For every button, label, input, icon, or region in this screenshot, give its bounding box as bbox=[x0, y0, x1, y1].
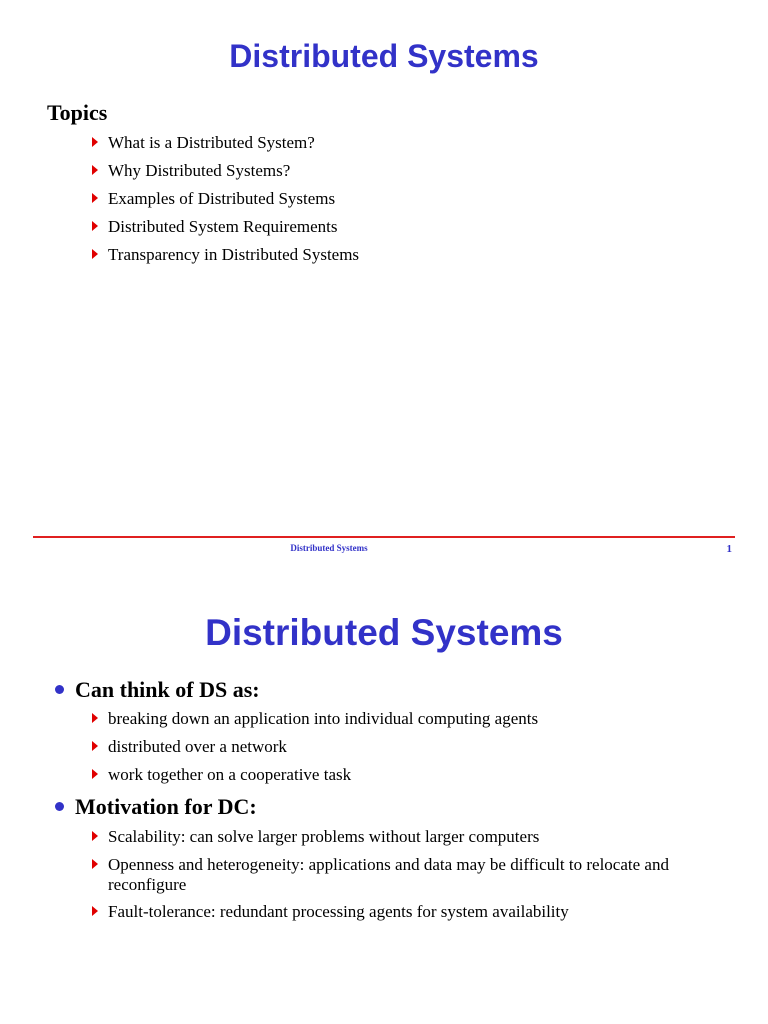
list-item-text: Fault-tolerance: redundant processing agents for system availability bbox=[108, 902, 569, 921]
list-item bbox=[90, 737, 538, 765]
section-heading bbox=[53, 677, 260, 703]
section-heading-text: Motivation for DC: bbox=[75, 794, 257, 819]
list-item-text: Distributed System Requirements bbox=[108, 217, 338, 236]
list-item bbox=[90, 161, 359, 189]
arrow-bullet-icon bbox=[92, 769, 98, 779]
arrow-bullet-icon bbox=[92, 741, 98, 751]
list-item-text: Examples of Distributed Systems bbox=[108, 189, 336, 208]
list-item-text: Transparency in Distributed Systems bbox=[108, 245, 360, 264]
section-think-of-ds bbox=[53, 677, 260, 703]
list-item bbox=[90, 827, 730, 847]
list-item-text: Openness and heterogeneity: applications and data may be difficult to relocate and reconfigure bbox=[108, 855, 669, 894]
section-heading bbox=[53, 794, 257, 820]
section-motivation bbox=[53, 794, 257, 820]
page-number: 1 bbox=[726, 543, 732, 555]
section-heading-text: Can think of DS as: bbox=[75, 677, 260, 702]
footer-title: Distributed Systems bbox=[290, 543, 368, 553]
slide2-title: Distributed Systems bbox=[205, 612, 563, 653]
motivation-list bbox=[90, 827, 730, 930]
slide1-title: Distributed Systems bbox=[229, 38, 539, 74]
arrow-bullet-icon bbox=[92, 859, 98, 869]
list-item bbox=[90, 709, 538, 737]
arrow-bullet-icon bbox=[92, 713, 98, 723]
list-item bbox=[90, 189, 359, 217]
list-item bbox=[90, 765, 538, 793]
arrow-bullet-icon bbox=[92, 831, 98, 841]
list-item-text: work together on a cooperative task bbox=[108, 765, 352, 784]
list-item-text: What is a Distributed System? bbox=[108, 133, 315, 152]
list-item bbox=[90, 902, 730, 922]
arrow-bullet-icon bbox=[92, 249, 98, 259]
dot-bullet-icon bbox=[55, 685, 64, 694]
arrow-bullet-icon bbox=[92, 165, 98, 175]
arrow-bullet-icon bbox=[92, 193, 98, 203]
arrow-bullet-icon bbox=[92, 221, 98, 231]
footer-divider bbox=[33, 536, 735, 538]
list-item-text: Scalability: can solve larger problems without larger computers bbox=[108, 827, 540, 846]
ds-list bbox=[90, 709, 538, 793]
topics-list bbox=[90, 133, 359, 273]
arrow-bullet-icon bbox=[92, 906, 98, 916]
list-item bbox=[90, 245, 359, 273]
topics-heading: Topics bbox=[47, 100, 108, 125]
list-item-text: distributed over a network bbox=[108, 737, 287, 756]
dot-bullet-icon bbox=[55, 802, 64, 811]
arrow-bullet-icon bbox=[92, 137, 98, 147]
list-item bbox=[90, 133, 359, 161]
list-item bbox=[90, 855, 730, 895]
list-item-text: Why Distributed Systems? bbox=[108, 161, 291, 180]
list-item-text: breaking down an application into individual computing agents bbox=[108, 709, 539, 728]
list-item bbox=[90, 217, 359, 245]
